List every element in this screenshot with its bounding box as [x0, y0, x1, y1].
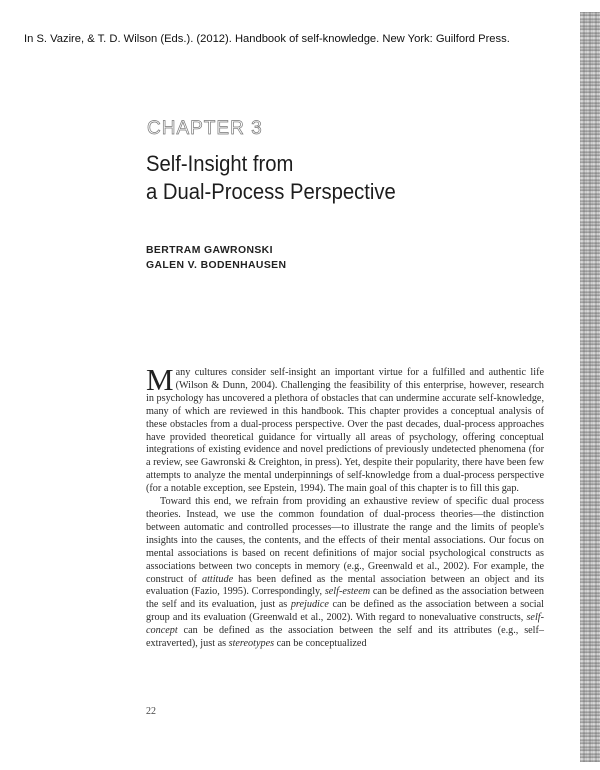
term-self-concept: self-concept — [146, 612, 544, 637]
paragraph-2-text: can be defined as the association between the self and its evaluation, just as — [146, 586, 544, 611]
chapter-label: CHAPTER 3 — [147, 118, 263, 139]
chapter-title — [146, 150, 477, 206]
paragraph-2-text: can be conceptualized — [274, 638, 367, 650]
paragraph-2-text: has been defined as the mental association between an object and its evaluation (Fazio, 1995). Correspondingly, — [146, 573, 544, 598]
author-name: GALEN V. BODENHAUSEN — [146, 260, 287, 271]
scan-edge-artifact — [580, 12, 600, 762]
citation-header: In S. Vazire, & T. D. Wilson (Eds.). (2012). Handbook of self-knowledge. New York: Guilford Press. — [24, 33, 510, 45]
term-prejudice: prejudice — [290, 599, 329, 611]
page-number: 22 — [146, 706, 156, 717]
term-stereotypes: stereotypes — [228, 638, 275, 650]
drop-cap: M — [146, 362, 174, 397]
chapter-title-line-2: a Dual-Process Perspective — [146, 179, 396, 204]
term-self-esteem: self-esteem — [324, 586, 371, 598]
paragraph-2-text: can be defined as the association between a social group and its evaluation (Greenwald et al., 2002). With regard to nonevaluative constructs, — [146, 599, 544, 624]
term-attitude: attitude — [201, 573, 234, 585]
paragraph-1-text: any cultures consider self-insight an important virtue for a fulfilled and authentic life (Wilson & Dunn, 2004). Challenging the feasibility of this enterprise, however, research in psychology has uncovered a plethora of obstacles that can undermine accurate self-knowledge, many of which are reviewed in this handbook. This chapter provides a conceptual analysis of these obstacles from a dual-process perspective. Over the past decades, dual-process approaches have provided theoretical guidance for virtually all areas of psychology, offering conceptual integrations of existing evidence and novel predictions of previously undetected phenomena (for a review, see Gawronski & Creighton, in press). Yet, despite their popularity, there have been few attempts to analyze the mental underpinnings of self-knowledge from a dual-process perspective (for a notable exception, see Epstein, 1994). The main goal of this chapter is to fill this gap. — [146, 367, 544, 495]
author-name: BERTRAM GAWRONSKI — [146, 245, 273, 256]
paragraph-2 — [146, 496, 544, 651]
body-text — [146, 362, 544, 651]
paragraph-1 — [146, 362, 544, 496]
paragraph-2-text: can be defined as the association between the self and its attributes (e.g., self–extraverted), just as — [146, 625, 544, 650]
author-list — [146, 243, 286, 273]
chapter-title-line-1: Self-Insight from — [146, 151, 294, 176]
paragraph-2-text: Toward this end, we refrain from providing an exhaustive review of specific dual process theories. Instead, we use the common foundation of dual-process theories—the distinction between automatic and controlled processes—to illustrate the range and the limits of people's insights into the causes, the contents, and the effects of their mental associations. Our focus on mental associations is based on recent definitions of major social psychological constructs as associations between two concepts in memory (e.g., Greenwald et al., 2002). For example, the construct of — [146, 496, 544, 585]
